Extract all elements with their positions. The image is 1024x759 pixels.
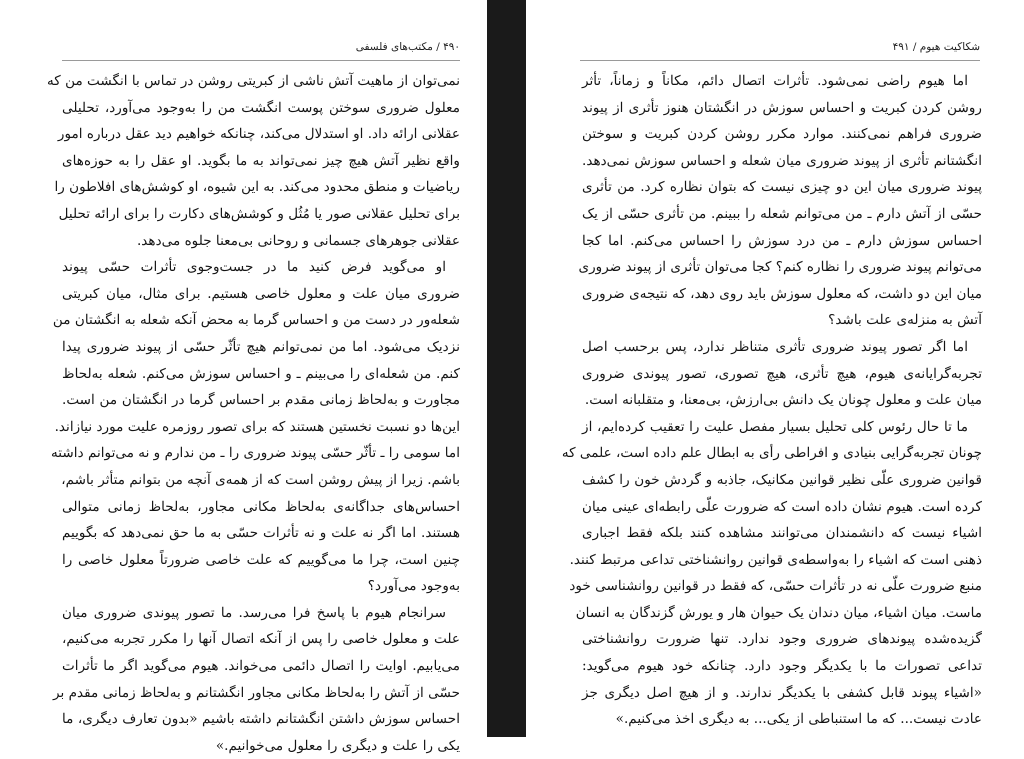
text-line: حسّی از آتش دارم ـ من می‌توانم شعله را ببینم. من تأثری حسّی از یک [582,205,982,222]
text-line: می‌یابیم. اوایت را اتصال دائمی می‌خواند. هیوم می‌گوید اگر ما تأثرات [62,658,460,675]
text-line: یکی را علت و دیگری را معلول می‌خوانیم.» [215,737,460,754]
left-page [0,0,487,754]
text-line: تجربه‌گرایانه‌ی هیوم، هیچ تأثری، هیچ تصوری، تصور پیوندی ضروری [582,365,982,382]
text-line: واقع نظیر آتش هیچ چیز نمی‌تواند به ما بگوید. او عقل را به حوزه‌های [62,152,460,169]
text-line: ریاضیات و منطق محدود می‌کند. به این شیوه، او کوشش‌های افلاطون را [54,179,460,196]
text-line: کنم. من شعله‌ای را می‌بینم ـ و احساس سوزش می‌کنم. شعله به‌لحاظ [62,365,460,382]
text-line: احساس سوزش دارم ـ من درد سوزش را احساس می‌کنم. اما کجا [582,232,982,249]
text-line: پیوند ضروری میان این دو چیزی نیست که بتوان نظاره کرد. من تأثری [582,179,982,196]
paragraph [51,254,460,600]
text-line: عادت نیست... که ما استنباطی از یکی... به دیگری اخذ می‌کنیم.» [615,711,982,728]
text-line: برای تحلیل عقلانی صور یا مُثُل و کوشش‌های دکارت را برای ارائه تحلیل [58,205,460,222]
text-line: ما تا حال رئوس کلی تحلیل بسیار مفصل علیت را تعقیب کرده‌ایم، از [582,418,968,435]
text-line: نمی‌توان از ماهیت آتش ناشی از کبریتی روشن در تماس با انگشت من که [47,73,460,89]
text-line: حسّی از آتش را به‌لحاظ مکانی مجاور انگشتانم و به‌لحاظ زمانی مقدم بر [53,684,460,701]
text-line: احساس سوزش داشتن انگشتانم داشته باشیم «بدون تعارف دیگری، ما [62,711,460,728]
text-line: معلول ضروری سوختن پوست انگشت من را به‌وجود می‌آورد، تحلیلی [62,99,460,116]
text-line: انگشتانم تأثری از پیوند ضروری میان شعله و احساس سوزش نمی‌دهد. [582,152,982,169]
right-page [526,0,1024,737]
text-line: اشیاء نیست که دانشمندان می‌توانند مشاهده کنند بلکه فقط اجباری [582,525,982,542]
body-text [561,68,982,733]
paragraph [47,68,460,254]
text-line: این‌ها دو نسبت نخستین هستند که برای تصور روزمره علیت مورد نیازاند. [54,418,460,435]
page-header [62,40,460,61]
paragraph [561,414,982,733]
text-line: شعله‌ور در دست من و احساس گرما به محض آنکه شعله به انگشتان من [52,312,460,329]
text-line: عقلانی ارائه داد. او استدلال می‌کند، چنانکه خواهیم دید عقل درباره امور [57,126,460,143]
text-line: منبع ضرورت علّی نه در تأثرات حسّی، که فقط در قوانین روانشناسی خود [569,578,982,595]
text-line: چنین است، چرا ما می‌گوییم که علت خاصی ضرورتاً معلول خاصی را [62,551,460,568]
text-line: قوانین ضروری علّی نظیر قوانین مکانیک، جاذبه و گردش خون را کشف [582,471,982,488]
text-line: علت و معلول خاصی را پس از آنکه اتصال آنها را مکرر تجربه می‌کنیم، [62,631,460,648]
text-line: سرانجام هیوم با پاسخ فرا می‌رسد. ما تصور پیوندی ضروری میان [62,604,446,621]
text-line: چونان تجربه‌گرایی بنیادی و افراطی رأی به ابطال علم داده است، علمی که [561,445,982,462]
text-line: کرده است. هیوم نشان داده است که ضرورت علّی رابطه‌ای عینی میان [582,498,982,515]
text-line: هستند. اما اگر نه علت و نه تأثرات حسّی به ما حق نمی‌دهد که بگوییم [62,525,460,542]
paragraph [578,68,982,334]
text-line: به‌وجود می‌آورد؟ [367,578,460,595]
text-line: اما سومی را ـ تأثّر حسّی پیوند ضروری را ـ من ندارم و نه می‌توانم داشته [51,445,460,462]
text-line: آتش به منزله‌ی علت باشد؟ [828,312,982,329]
text-line: گزیده‌شده پیوندهای ضروری وجود ندارد. تنها ضرورت روانشناختی [582,631,982,648]
text-line: نزدیک می‌شود. اما من نمی‌توانم هیچ تأثّر حسّی از پیوند ضروری پیدا [62,338,460,355]
page-header [580,40,980,61]
text-line: اما هیوم راضی نمی‌شود. تأثرات اتصال دائم، مکاناً و زماناً، تأثر [582,73,968,89]
text-line: روشن کردن کبریت و احساس سوزش در انگشتان هنوز تأثری از پیوند [582,99,982,116]
text-line: می‌توانم پیوند ضروری را نظاره کنم؟ کجا می‌توان تأثری از پیوند ضروری [578,259,982,276]
book-spine [487,0,526,737]
text-line: تداعی تصورات ما با یکدیگر وجود دارد. چنانکه خود هیوم می‌گوید: [582,658,982,675]
text-line: احساس‌های جداگانه‌ی به‌لحاظ مکانی مجاور، به‌لحاظ زمانی متوالی [62,498,460,515]
running-head: شکاکیت هیوم / ۴۹۱ [892,41,980,53]
text-line: اما اگر تصور پیوند ضروری تأثری متناظر ندارد، پس برحسب اصل [582,338,968,355]
body-text [47,68,460,759]
text-line: میان این دو داشت، که معلول سوزش باید روی دهد، که نتیجه‌ی ضروری [581,285,982,302]
running-head: ۴۹۰ / مکتب‌های فلسفی [355,41,460,53]
text-line: ضروری فراهم نمی‌کنند. موارد مکرر روشن کردن کبریت و سوختن [582,126,982,143]
text-line: «اشیاء پیوند قابل کشفی با یکدیگر ندارند. و از هیچ اصل دیگری جز [582,684,982,701]
text-line: عقلانی جوهرهای جسمانی و روحانی بی‌معنا جلوه می‌دهد. [136,232,460,249]
text-line: ماست. میان اشیاء، میان دندان یک حیوان هار و یورش گزندگان به انسان [575,604,982,621]
text-line: باشم. زیرا از پیش روشن است که از همه‌ی آنچه من بتوانم متأثر باشم، [61,471,460,488]
text-line: مجاورت و به‌لحاظ زمانی مقدم بر احساس گرما در انگشتان من است. [62,392,460,409]
text-line: او می‌گوید فرض کنید ما در جست‌وجوی تأثرات حسّی پیوند [62,259,446,276]
text-line: میان علت و معلول چونان یک دانش بی‌ارزش، بی‌معنا، و متقلبانه است. [584,392,982,409]
text-line: ضروری میان علت و معلول خاصی هستیم. برای مثال، میان کبریتی [62,285,460,302]
paragraph [53,600,460,759]
text-line: ذهنی است که اشیاء را به‌واسطه‌ی قوانین روانشناختی تداعی مرتبط کنند. [569,551,982,568]
paragraph [582,334,982,414]
